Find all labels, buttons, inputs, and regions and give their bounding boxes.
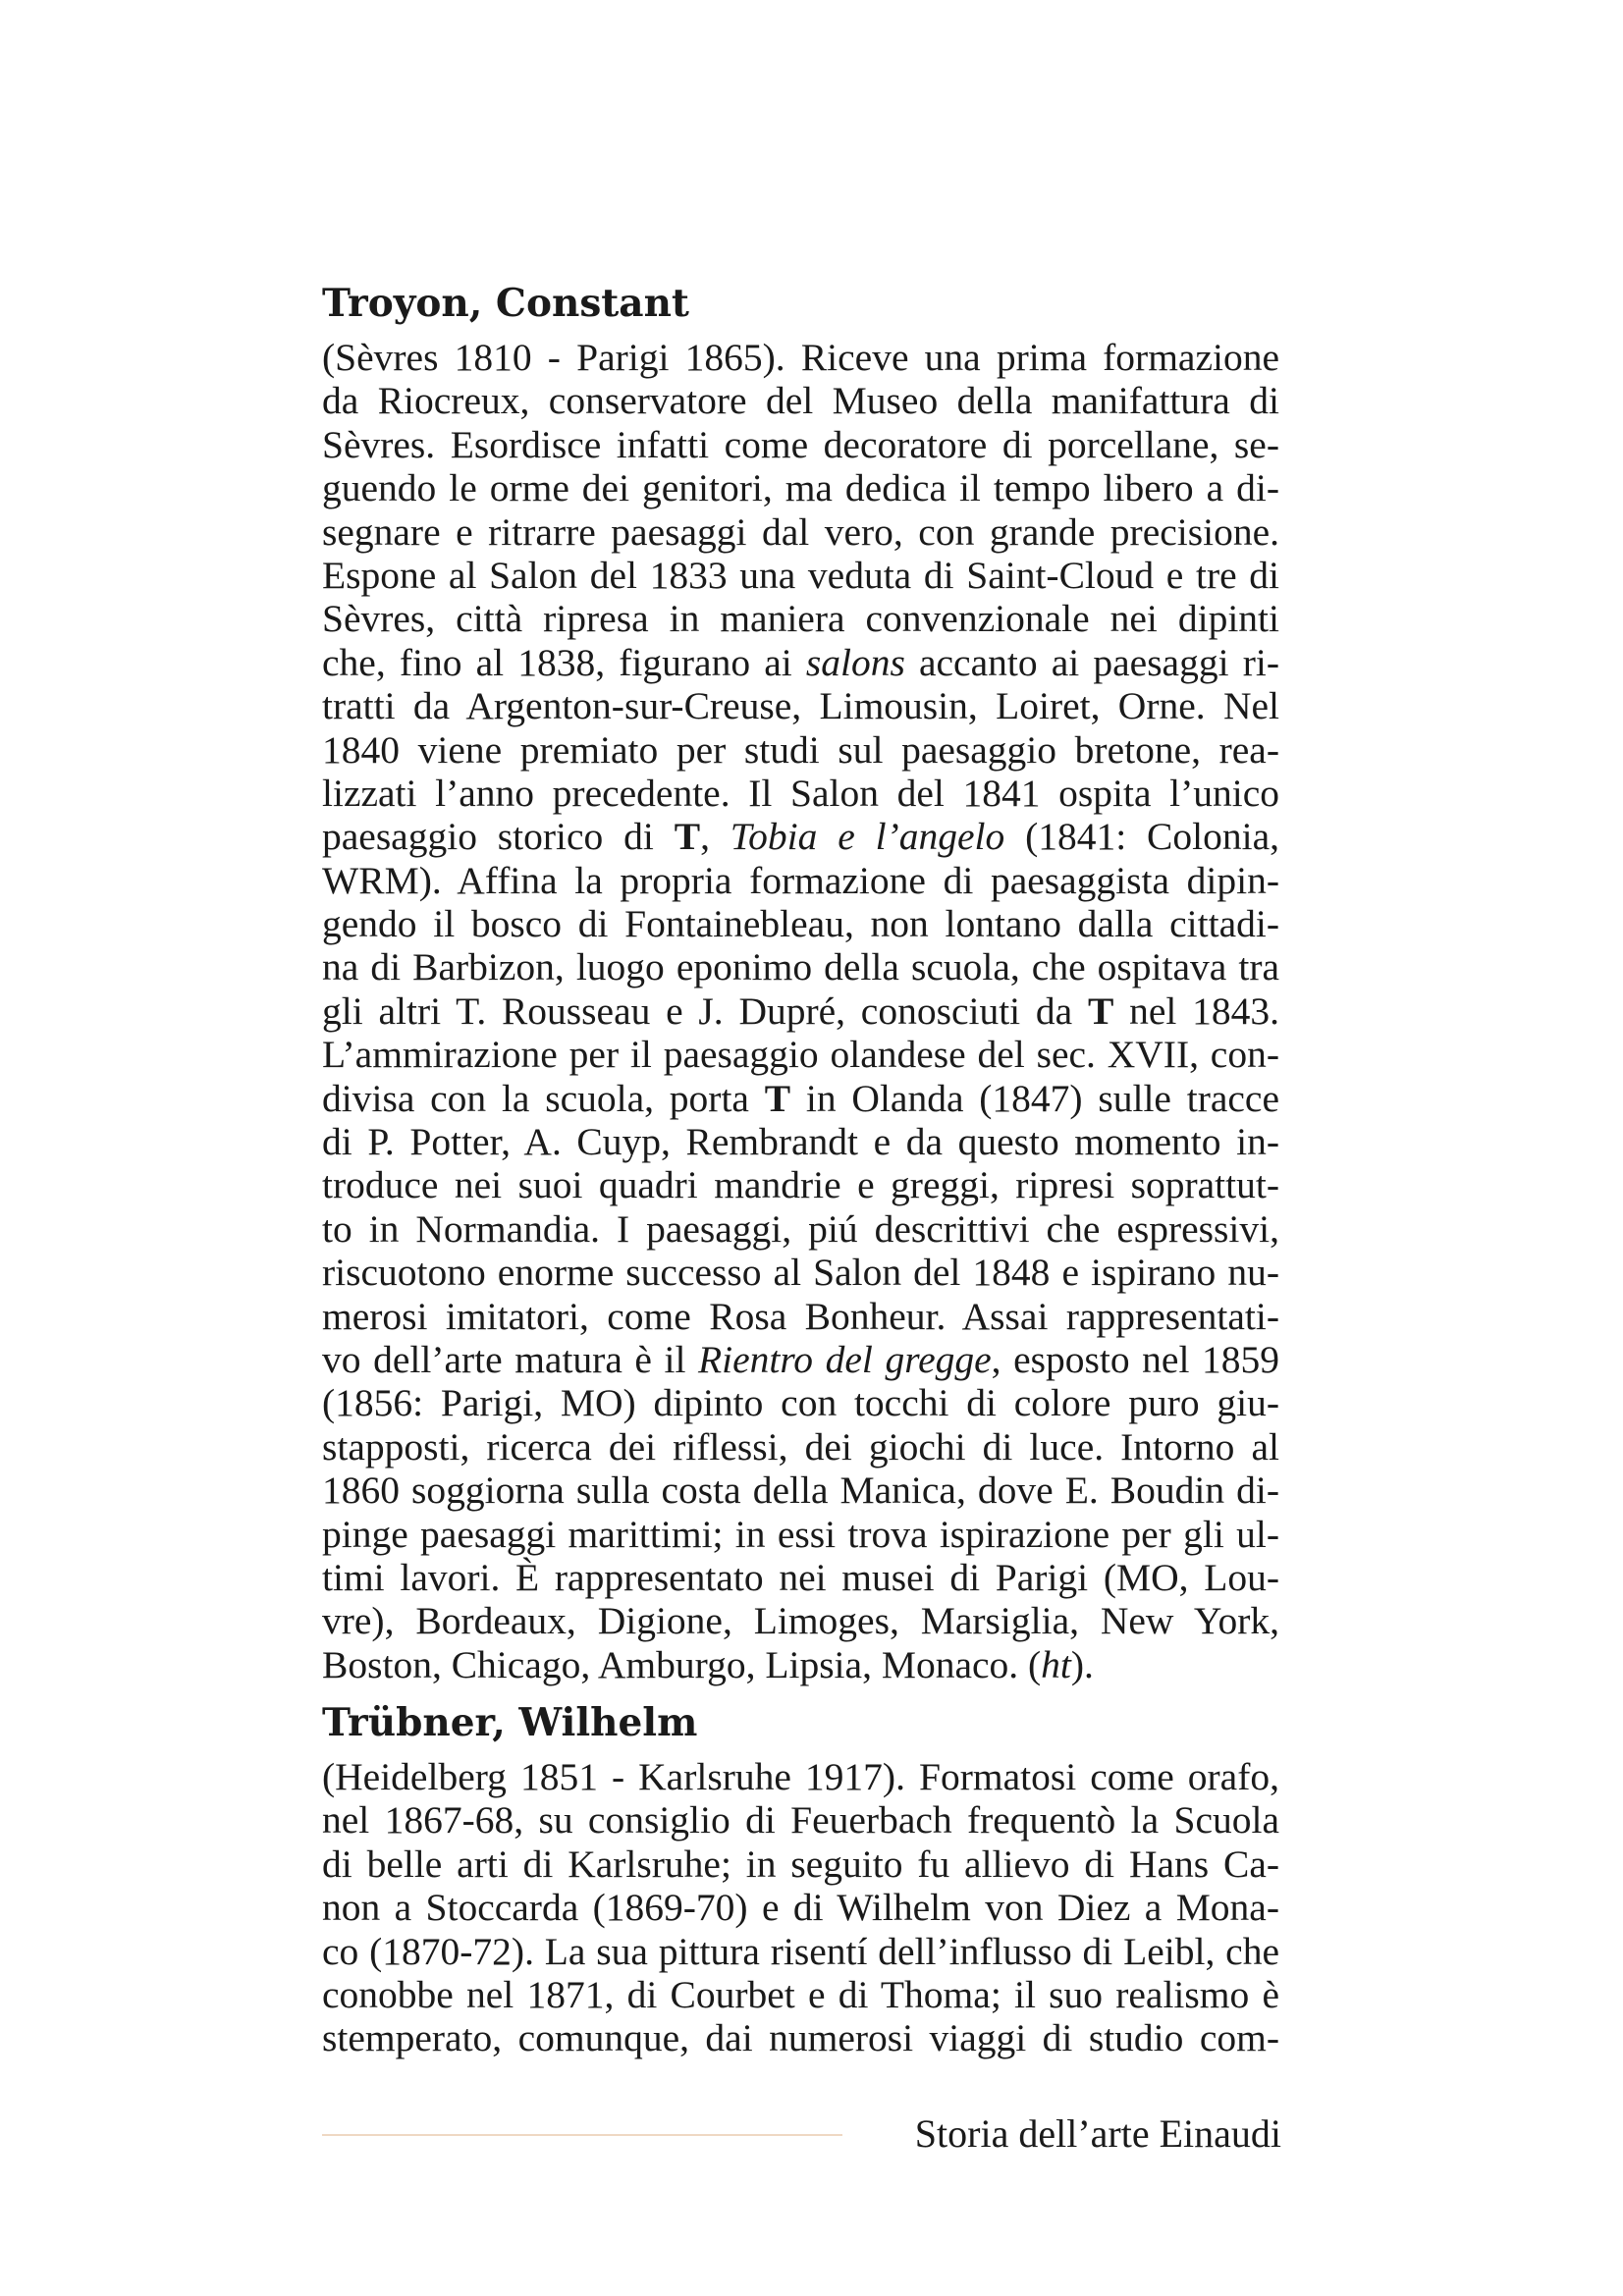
footer-label: Storia dell’arte Einaudi <box>914 2111 1281 2156</box>
text-line: divisa con la scuola, porta T in Olanda (1847) sulle tracce <box>322 1076 1279 1120</box>
text-line: merosi imitatori, come Rosa Bonheur. Assai rappresentati- <box>322 1294 1279 1338</box>
text-line: Sèvres, città ripresa in maniera convenzionale nei dipinti <box>322 597 1279 641</box>
entry-title-troyon: Troyon, Constant <box>322 281 689 326</box>
text-line: riscuotono enorme successo al Salon del 1848 e ispirano nu- <box>322 1251 1279 1295</box>
footer-rule <box>322 2134 842 2136</box>
text-line: 1840 viene premiato per studi sul paesaggio bretone, rea- <box>322 727 1279 772</box>
text-line: stapposti, ricerca dei riflessi, dei giochi di luce. Intorno al <box>322 1424 1279 1468</box>
text-line: segnare e ritrarre paesaggi dal vero, con grande precisione. <box>322 509 1279 554</box>
text-line: lizzati l’anno precedente. Il Salon del 1841 ospita l’unico <box>322 771 1279 815</box>
text-line: gli altri T. Rousseau e J. Dupré, conosciuti da T nel 1843. <box>322 988 1279 1033</box>
text-line: vo dell’arte matura è il Rientro del gregge, esposto nel 1859 <box>322 1337 1279 1381</box>
text-line: di belle arti di Karlsruhe; in seguito fu allievo di Hans Ca- <box>322 1842 1279 1886</box>
text-line: guendo le orme dei genitori, ma dedica il tempo libero a di- <box>322 466 1279 510</box>
text-line: stemperato, comunque, dai numerosi viaggi di studio com- <box>322 2016 1279 2060</box>
text-line: non a Stoccarda (1869-70) e di Wilhelm von Diez a Mona- <box>322 1886 1279 1930</box>
text-line: na di Barbizon, luogo eponimo della scuola, che ospitava tra <box>322 945 1279 989</box>
text-line: Sèvres. Esordisce infatti come decoratore di porcellane, se- <box>322 422 1279 466</box>
text-line: conobbe nel 1871, di Courbet e di Thoma; il suo realismo è <box>322 1972 1279 2016</box>
text-line: di P. Potter, A. Cuyp, Rembrandt e da questo momento in- <box>322 1120 1279 1164</box>
text-line: WRM). Affina la propria formazione di paesaggista dipin- <box>322 858 1279 902</box>
text-line: nel 1867-68, su consiglio di Feuerbach frequentò la Scuola <box>322 1798 1279 1842</box>
entry-title-trubner: Trübner, Wilhelm <box>322 1700 698 1745</box>
text-line: co (1870-72). La sua pittura risentí dell’influsso di Leibl, che <box>322 1929 1279 1973</box>
text-line: (Sèvres 1810 - Parigi 1865). Riceve una prima formazione <box>322 336 1279 379</box>
text-line: 1860 soggiorna sulla costa della Manica, dove E. Boudin di- <box>322 1468 1279 1513</box>
text-line: gendo il bosco di Fontainebleau, non lontano dalla cittadi- <box>322 902 1279 946</box>
text-line: che, fino al 1838, figurano ai salons accanto ai paesaggi ri- <box>322 640 1279 684</box>
text-line: da Riocreux, conservatore del Museo della manifattura di <box>322 379 1279 423</box>
text-line: to in Normandia. I paesaggi, piú descrittivi che espressivi, <box>322 1206 1279 1251</box>
text-line: Espone al Salon del 1833 una veduta di Saint-Cloud e tre di <box>322 553 1279 597</box>
text-line: vre), Bordeaux, Digione, Limoges, Marsiglia, New York, <box>322 1599 1279 1643</box>
entry-body-trubner <box>322 1755 1279 2060</box>
text-line: pinge paesaggi marittimi; in essi trova ispirazione per gli ul- <box>322 1512 1279 1556</box>
entry-body-troyon <box>322 336 1279 1686</box>
text-line: Boston, Chicago, Amburgo, Lipsia, Monaco. (ht). <box>322 1642 1094 1686</box>
text-line: timi lavori. È rappresentato nei musei di Parigi (MO, Lou- <box>322 1555 1279 1599</box>
text-line: troduce nei suoi quadri mandrie e greggi, ripresi soprattut- <box>322 1163 1279 1207</box>
text-line: L’ammirazione per il paesaggio olandese del sec. XVII, con- <box>322 1033 1279 1077</box>
text-line: (Heidelberg 1851 - Karlsruhe 1917). Formatosi come orafo, <box>322 1755 1279 1798</box>
text-line: (1856: Parigi, MO) dipinto con tocchi di colore puro giu- <box>322 1381 1279 1425</box>
text-line: tratti da Argenton-sur-Creuse, Limousin, Loiret, Orne. Nel <box>322 684 1279 728</box>
text-line: paesaggio storico di T, Tobia e l’angelo (1841: Colonia, <box>322 815 1279 859</box>
